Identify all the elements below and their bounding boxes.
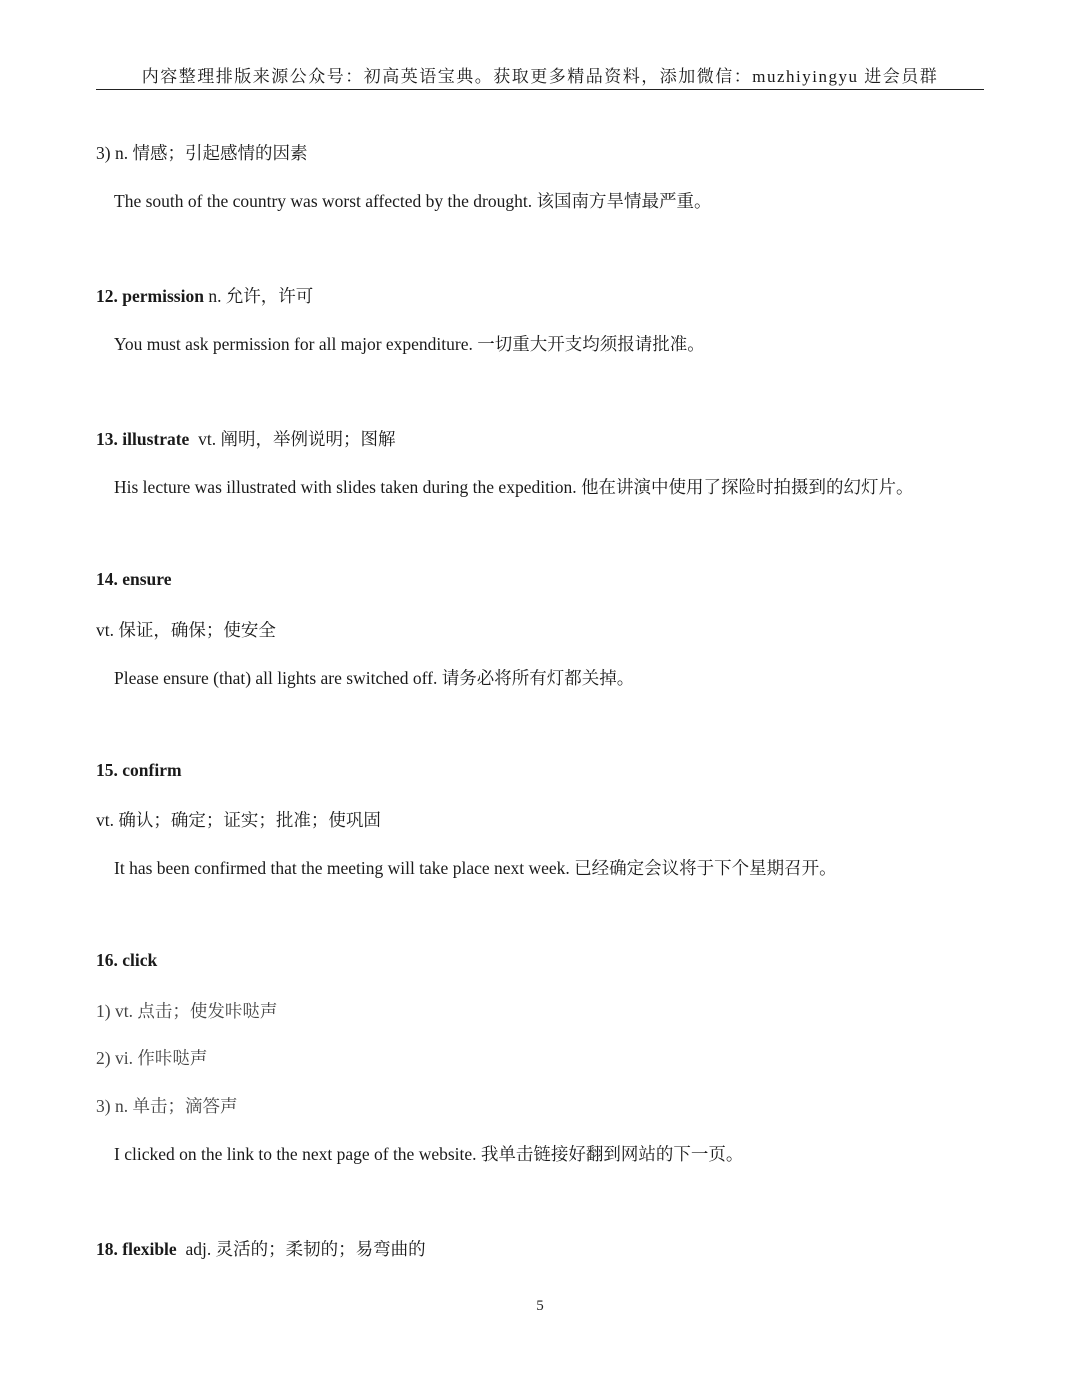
entry-16-example: I clicked on the link to the next page of the website. 我单击链接好翻到网站的下一页。 <box>114 1144 744 1164</box>
entry-16-headword: 16. click <box>96 950 158 970</box>
entry-13-heading <box>96 426 395 451</box>
entry-11-sense-3: 3) n. 情感；引起感情的因素 <box>96 143 308 163</box>
entry-18-definition: adj. 灵活的；柔韧的；易弯曲的 <box>176 1239 426 1259</box>
entry-12-example: You must ask permission for all major expenditure. 一切重大开支均须报请批准。 <box>114 334 705 354</box>
entry-14-headword: 14. ensure <box>96 569 172 589</box>
header-divider <box>96 89 984 90</box>
entry-12-headword: 12. permission <box>96 286 204 306</box>
entry-13-headword: 13. illustrate <box>96 429 190 449</box>
entry-18-headword: 18. flexible <box>96 1239 177 1259</box>
page-header: 内容整理排版来源公众号：初高英语宝典。获取更多精品资料，添加微信：muzhiyingyu 进会员群 <box>141 67 939 86</box>
entry-13-definition: vt. 阐明，举例说明；图解 <box>189 429 396 449</box>
entry-16-sense-1: 1) vt. 点击；使发咔哒声 <box>96 1001 278 1021</box>
entry-15-headword: 15. confirm <box>96 760 182 780</box>
entry-13-example: His lecture was illustrated with slides taken during the expedition. 他在讲演中使用了探险时拍摄到的幻灯片。 <box>114 477 914 497</box>
entry-15-example: It has been confirmed that the meeting will take place next week. 已经确定会议将于下个星期召开。 <box>114 858 837 878</box>
entry-12-heading <box>96 283 313 308</box>
page-number: 5 <box>536 1298 544 1314</box>
entry-12-definition: n. 允许，许可 <box>203 286 314 306</box>
entry-18-heading <box>96 1236 426 1261</box>
entry-11-example: The south of the country was worst affected by the drought. 该国南方旱情最严重。 <box>114 191 712 211</box>
entry-15-definition: vt. 确认；确定；证实；批准；使巩固 <box>96 810 381 830</box>
entry-16-sense-3: 3) n. 单击；滴答声 <box>96 1096 238 1116</box>
entry-14-definition: vt. 保证，确保；使安全 <box>96 620 276 640</box>
entry-16-sense-2: 2) vi. 作咔哒声 <box>96 1048 208 1068</box>
entry-14-example: Please ensure (that) all lights are switched off. 请务必将所有灯都关掉。 <box>114 668 635 688</box>
